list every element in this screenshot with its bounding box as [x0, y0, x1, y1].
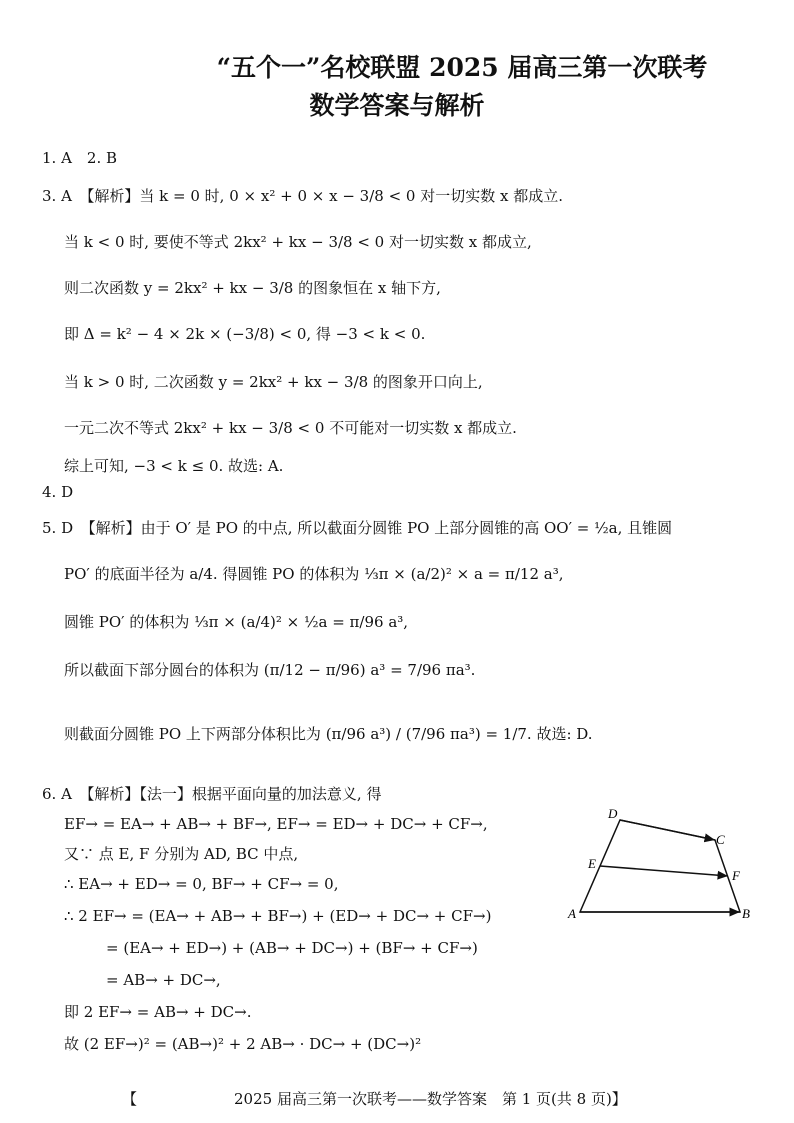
answer-line: 则二次函数 y = 2kx² + kx − 3/8 的图象恒在 x 轴下方, — [64, 279, 441, 297]
label-c: C — [716, 832, 725, 847]
label-f: F — [732, 868, 740, 883]
trapezoid-figure — [560, 800, 760, 930]
footer-bracket: 【 — [122, 1090, 138, 1108]
vector-ef — [600, 866, 728, 876]
answer-line: 1. A 2. B — [42, 149, 118, 167]
answer-line: = AB→ + DC→, — [106, 971, 221, 989]
answer-line: 则截面分圆锥 PO 上下两部分体积比为 (π/96 a³) / (7/96 πa³) = 1/7. 故选: D. — [64, 725, 593, 743]
answer-line: 即 Δ = k² − 4 × 2k × (−3/8) < 0, 得 −3 < k < 0. — [64, 325, 426, 343]
answer-line: 当 k < 0 时, 要使不等式 2kx² + kx − 3/8 < 0 对一切实数 x 都成立, — [64, 233, 532, 251]
answer-line: 圆锥 PO′ 的体积为 ⅓π × (a/4)² × ½a = π/96 a³, — [64, 613, 409, 631]
answer-line: 4. D — [42, 483, 74, 501]
vector-dc — [620, 820, 715, 840]
label-e: E — [588, 856, 596, 871]
footer-text: 2025 届高三第一次联考——数学答案 第 1 页(共 8 页)】 — [234, 1090, 627, 1108]
answer-line: 5. D 【解析】由于 O′ 是 PO 的中点, 所以截面分圆锥 PO 上部分圆锥的高 OO′ = ½a, 且锥圆 — [42, 519, 673, 537]
answer-line: 即 2 EF→ = AB→ + DC→. — [64, 1003, 252, 1021]
answer-line: 所以截面下部分圆台的体积为 (π/12 − π/96) a³ = 7/96 πa³. — [64, 661, 476, 679]
label-a: A — [568, 906, 576, 921]
answer-line: 3. A 【解析】当 k = 0 时, 0 × x² + 0 × x − 3/8 < 0 对一切实数 x 都成立. — [42, 187, 563, 205]
answer-line: EF→ = EA→ + AB→ + BF→, EF→ = ED→ + DC→ + CF→, — [64, 815, 488, 833]
answer-line: 一元二次不等式 2kx² + kx − 3/8 < 0 不可能对一切实数 x 都成立. — [64, 419, 517, 437]
answer-line: 故 (2 EF→)² = (AB→)² + 2 AB→ · DC→ + (DC→)² — [64, 1035, 422, 1053]
label-d: D — [608, 806, 618, 821]
answer-line: PO′ 的底面半径为 a/4. 得圆锥 PO 的体积为 ⅓π × (a/2)² × a = π/12 a³, — [64, 565, 564, 583]
answer-line: ∴ EA→ + ED→ = 0, BF→ + CF→ = 0, — [64, 875, 339, 893]
document-title: “五个一”名校联盟 2025 届高三第一次联考 — [216, 53, 708, 82]
document-subtitle: 数学答案与解析 — [309, 91, 485, 120]
label-b: B — [742, 906, 750, 921]
answer-line: 6. A 【解析】【法一】根据平面向量的加法意义, 得 — [42, 785, 382, 803]
answer-line: 又∵ 点 E, F 分别为 AD, BC 中点, — [64, 845, 299, 863]
answer-line: 当 k > 0 时, 二次函数 y = 2kx² + kx − 3/8 的图象开口向上, — [64, 373, 483, 391]
answer-line: = (EA→ + ED→) + (AB→ + DC→) + (BF→ + CF→) — [106, 939, 478, 957]
answer-line: ∴ 2 EF→ = (EA→ + AB→ + BF→) + (ED→ + DC→ + CF→) — [64, 907, 492, 925]
answer-line: 综上可知, −3 < k ≤ 0. 故选: A. — [64, 457, 284, 475]
